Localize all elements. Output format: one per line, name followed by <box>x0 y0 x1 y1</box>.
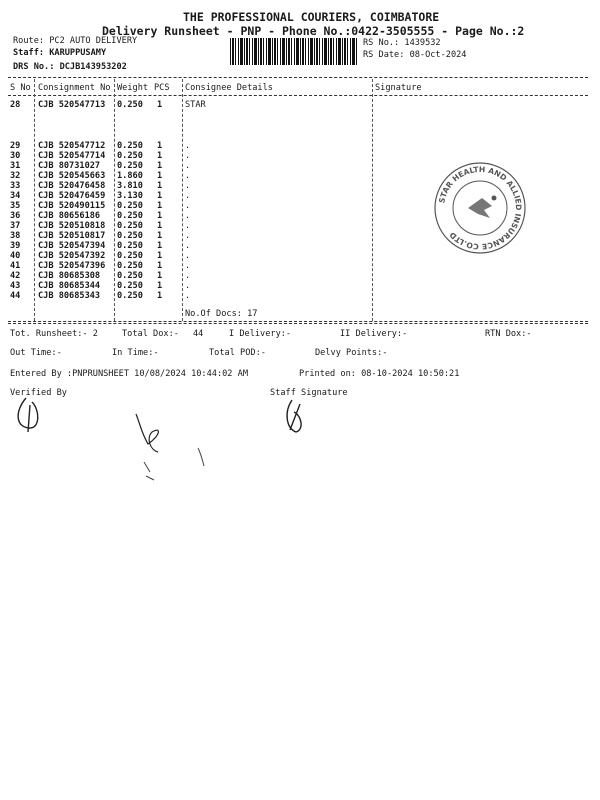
row-weight: 0.250 <box>117 251 143 261</box>
total-pod: Total POD:- <box>209 348 266 358</box>
row-pcs: 1 <box>157 171 163 181</box>
row-pcs: 1 <box>157 191 163 201</box>
row-consignment: CJB 520476458 <box>38 181 106 191</box>
row-consignment: CJB 80685343 <box>38 291 101 301</box>
no-of-docs: No.Of Docs: 17 <box>185 309 258 319</box>
row-details: . <box>185 211 191 221</box>
row-pcs: 1 <box>157 201 163 211</box>
row-consignment: CJB 520510817 <box>38 231 106 241</box>
row-weight: 3.810 <box>117 181 143 191</box>
row-consignment: CJB 80656186 <box>38 211 101 221</box>
row-details: . <box>185 271 191 281</box>
i-delivery: I Delivery:- <box>229 329 292 339</box>
out-time: Out Time:- <box>10 348 62 358</box>
runsheet-subtitle: Delivery Runsheet - PNP - Phone No.:0422-3505555 - Page No.:2 <box>102 24 525 38</box>
row-pcs: 1 <box>157 181 163 191</box>
row-pcs: 1 <box>157 291 163 301</box>
row-weight: 0.250 <box>117 261 143 271</box>
row-details: . <box>185 281 191 291</box>
row-weight: 0.250 <box>117 151 143 161</box>
scribble-mark <box>144 448 204 480</box>
row-sno: 29 <box>10 141 21 151</box>
row-consignment: CJB 520545663 <box>38 171 106 181</box>
row-weight: 0.250 <box>117 201 143 211</box>
col-signature: Signature <box>375 83 422 93</box>
row-sno: 33 <box>10 181 21 191</box>
row-consignment: CJB 520547712 <box>38 141 106 151</box>
total-dox-label: Total Dox:- <box>122 329 179 339</box>
row-details: STAR <box>185 100 206 110</box>
row-consignment: CJB 80685344 <box>38 281 101 291</box>
in-time: In Time:- <box>112 348 159 358</box>
col-consignee: Consignee Details <box>185 83 273 93</box>
staff: Staff: KARUPPUSAMY <box>13 48 107 58</box>
row-sno: 39 <box>10 241 21 251</box>
row-pcs: 1 <box>157 261 163 271</box>
row-sno: 42 <box>10 271 21 281</box>
stamp-text: STAR HEALTH AND ALLIED INSURANCE CO.LTD <box>437 164 524 252</box>
row-consignment: CJB 520547396 <box>38 261 106 271</box>
row-details: . <box>185 231 191 241</box>
row-consignment: CJB 80731027 <box>38 161 101 171</box>
row-details: . <box>185 201 191 211</box>
row-pcs: 1 <box>157 241 163 251</box>
row-consignment: CJB 520510818 <box>38 221 106 231</box>
row-consignment: CJB 520547713 <box>38 100 106 110</box>
row-weight: 0.250 <box>117 291 143 301</box>
rtn-dox: RTN Dox:- <box>485 329 532 339</box>
row-details: . <box>185 291 191 301</box>
row-pcs: 1 <box>157 141 163 151</box>
row-sno: 36 <box>10 211 21 221</box>
row-weight: 0.250 <box>117 221 143 231</box>
staff-signature-label: Staff Signature <box>270 388 348 398</box>
delvy-points: Delvy Points:- <box>315 348 388 358</box>
row-details: . <box>185 251 191 261</box>
entered-by: Entered By :PNPRUNSHEET 10/08/2024 10:44:02 AM <box>10 369 248 379</box>
row-sno: 43 <box>10 281 21 291</box>
row-pcs: 1 <box>157 231 163 241</box>
row-sno: 44 <box>10 291 21 301</box>
col-consignment: Consignment No <box>38 83 111 93</box>
row-pcs: 1 <box>157 221 163 231</box>
drs-number: DRS No.: DCJB143953202 <box>13 62 127 72</box>
row-consignment: CJB 520547394 <box>38 241 106 251</box>
row-consignment: CJB 520547392 <box>38 251 106 261</box>
rs-date: RS Date: 08-Oct-2024 <box>363 50 467 60</box>
row-consignment: CJB 520476459 <box>38 191 106 201</box>
row-weight: 0.250 <box>117 241 143 251</box>
row-sno: 41 <box>10 261 21 271</box>
row-details: . <box>185 241 191 251</box>
row-consignment: CJB 520547714 <box>38 151 106 161</box>
printed-on: Printed on: 08-10-2024 10:50:21 <box>299 369 460 379</box>
row-sno: 37 <box>10 221 21 231</box>
row-details: . <box>185 141 191 151</box>
row-sno: 31 <box>10 161 21 171</box>
col-weight: Weight <box>117 83 149 93</box>
row-details: . <box>185 171 191 181</box>
row-consignment: CJB 520490115 <box>38 201 106 211</box>
row-weight: 0.250 <box>117 100 143 110</box>
row-sno: 38 <box>10 231 21 241</box>
row-pcs: 1 <box>157 100 163 110</box>
row-pcs: 1 <box>157 251 163 261</box>
verifier-signature <box>18 398 38 432</box>
row-details: . <box>185 191 191 201</box>
row-weight: 0.250 <box>117 161 143 171</box>
verified-by-label: Verified By <box>10 388 67 398</box>
row-weight: 0.250 <box>117 231 143 241</box>
row-weight: 0.250 <box>117 271 143 281</box>
row-details: . <box>185 261 191 271</box>
row-pcs: 1 <box>157 211 163 221</box>
row-weight: 0.250 <box>117 281 143 291</box>
row-pcs: 1 <box>157 151 163 161</box>
row-weight: 0.250 <box>117 211 143 221</box>
staff-signature <box>287 400 301 432</box>
route: Route: PC2 AUTO DELIVERY <box>13 36 138 46</box>
row-details: . <box>185 161 191 171</box>
ii-delivery: II Delivery:- <box>340 329 408 339</box>
row-details: . <box>185 151 191 161</box>
row-sno: 32 <box>10 171 21 181</box>
col-sno: S No <box>10 83 31 93</box>
row-sno: 35 <box>10 201 21 211</box>
rs-number: RS No.: 1439532 <box>363 38 441 48</box>
row-consignment: CJB 80685308 <box>38 271 101 281</box>
row-sno: 28 <box>10 100 21 110</box>
row-pcs: 1 <box>157 281 163 291</box>
row-pcs: 1 <box>157 161 163 171</box>
tot-runsheet: Tot. Runsheet:- 2 <box>10 329 98 339</box>
scribble-mark <box>136 414 158 452</box>
row-sno: 40 <box>10 251 21 261</box>
row-sno: 30 <box>10 151 21 161</box>
row-details: . <box>185 221 191 231</box>
row-weight: 0.250 <box>117 141 143 151</box>
row-weight: 1.860 <box>117 171 143 181</box>
row-sno: 34 <box>10 191 21 201</box>
row-weight: 3.130 <box>117 191 143 201</box>
col-pcs: PCS <box>154 83 170 93</box>
row-details: . <box>185 181 191 191</box>
row-pcs: 1 <box>157 271 163 281</box>
company-name: THE PROFESSIONAL COURIERS, COIMBATORE <box>183 10 440 24</box>
total-dox-value: 44 <box>193 329 204 339</box>
